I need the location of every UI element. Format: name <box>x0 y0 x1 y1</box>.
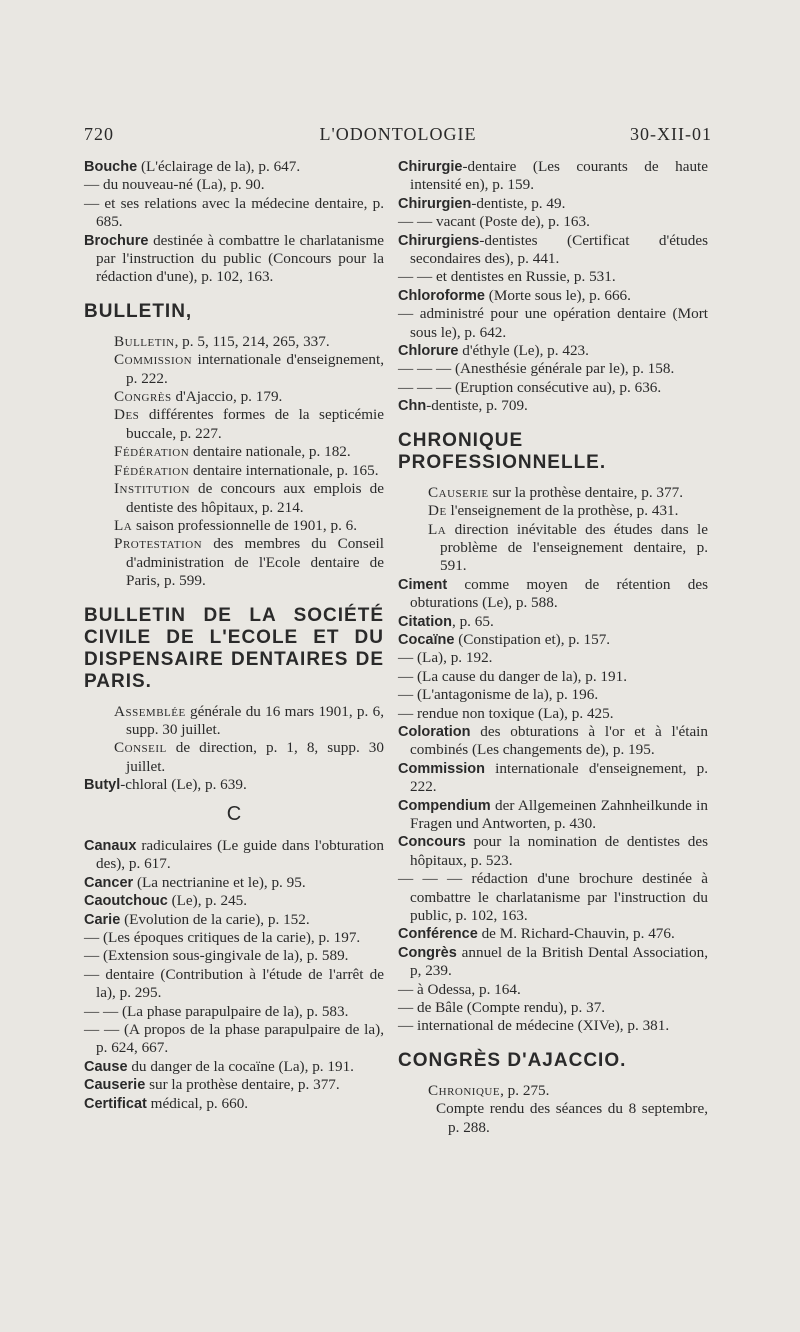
entry-text: (Morte sous le), p. 666. <box>485 286 631 304</box>
continuation-entry: — du nouveau-né (La), p. 90. <box>84 176 265 194</box>
sub-entry <box>94 517 384 535</box>
index-entry <box>398 232 708 269</box>
index-entry <box>84 1095 384 1113</box>
entry-keyword: Chirurgien <box>398 195 472 212</box>
entry-text: d'éthyle (Le), p. 423. <box>458 342 589 360</box>
entry-keyword: Conseil <box>114 739 167 757</box>
index-entry <box>84 232 384 287</box>
entry-keyword: Certificat <box>84 1095 147 1112</box>
continuation-entry: — (La cause du danger de la), p. 191. <box>398 667 627 685</box>
entry-keyword: Ciment <box>398 576 448 593</box>
sub-entry <box>408 521 708 576</box>
entry-keyword: Chloroforme <box>398 287 485 304</box>
index-entry <box>398 397 708 415</box>
sub-entry <box>408 502 708 520</box>
entry-text: internationale d'enseignement, p. 222. <box>126 351 384 387</box>
entry-text: (L'éclairage de la), p. 647. <box>137 158 301 175</box>
entry-keyword: Cause <box>84 1058 128 1075</box>
section-heading: CHRONIQUE PROFESSIONNELLE. <box>398 429 607 473</box>
continuation-entry: — et ses relations avec la médecine dentaire, p. 685. <box>84 194 384 231</box>
entry-keyword: Chirurgiens <box>398 232 480 249</box>
continuation-entry: — — vacant (Poste de), p. 163. <box>398 213 590 231</box>
entry-keyword: Brochure <box>84 232 149 249</box>
section-heading: BULLETIN DE LA SOCIÉTÉ CIVILE DE L'ECOLE ET DU DISPENSAIRE DENTAIRES DE PARIS. <box>84 604 384 692</box>
index-entry <box>84 874 384 892</box>
entry-text: comme moyen de rétention des obturations (Le), p. 588. <box>410 575 708 612</box>
index-entry <box>84 776 384 794</box>
entry-text: -dentaire (Les courants de haute intensité en), p. 159. <box>410 158 708 194</box>
issue-date: 30-XII-01 <box>630 124 712 144</box>
entry-text: annuel de la British Dental Association, p, 239. <box>410 943 708 980</box>
entry-text: d'Ajaccio, p. 179. <box>171 388 283 406</box>
entry-keyword: Chn <box>398 398 427 415</box>
sub-entry <box>94 351 384 388</box>
entry-text: destinée à combattre le charlatanisme par l'instruction du public (Concours pour la rédaction d'une), p. 102, 163. <box>96 231 384 286</box>
entry-text: sur la prothèse dentaire, p. 377. <box>145 1076 340 1094</box>
index-entry <box>398 576 708 613</box>
sub-entry <box>408 484 708 502</box>
left-column <box>84 158 384 1113</box>
entry-keyword: Carie <box>84 911 121 928</box>
entry-keyword: Assemblée <box>114 702 186 720</box>
entry-keyword: Canaux <box>84 837 137 854</box>
entry-keyword: Commission <box>114 351 193 369</box>
entry-text: (Le), p. 245. <box>167 892 248 910</box>
entry-text: (La nectrianine et le), p. 95. <box>133 873 306 891</box>
sub-entry <box>94 703 384 740</box>
entry-keyword: Chronique <box>428 1081 501 1099</box>
entry-text: -chloral (Le), p. 639. <box>120 776 247 794</box>
entry-keyword: Bouche <box>84 159 138 175</box>
entry-keyword: Chlorure <box>398 343 459 360</box>
continuation-entry: — — (A propos de la phase parapulpaire de la), p. 624, 667. <box>84 1021 384 1057</box>
continuation-entry: — — — (Eruption consécutive au), p. 636. <box>398 378 662 396</box>
entry-text: , p. 5, 115, 214, 265, 337. <box>174 332 330 350</box>
section-heading: BULLETIN, <box>84 300 193 322</box>
entry-text: der Allgemeinen Zahnheilkunde in Fragen und Antworten, p. 430. <box>410 796 708 832</box>
continuation-entry: — dentaire (Contribution à l'étude de l'arrêt de la), p. 295. <box>84 965 384 1002</box>
index-entry <box>398 287 708 305</box>
index-entry <box>398 613 708 631</box>
entry-text: -dentiste, p. 709. <box>426 397 528 415</box>
entry-keyword: Congrès <box>398 944 457 961</box>
entry-keyword: Cancer <box>84 874 134 891</box>
entry-keyword: Protestation <box>114 535 203 553</box>
index-entry <box>84 837 384 874</box>
continuation-entry: — rendue non toxique (La), p. 425. <box>398 704 614 722</box>
page-header <box>84 124 712 150</box>
entry-keyword: Citation <box>398 613 452 630</box>
sub-entry <box>94 462 384 480</box>
entry-text: , p. 275. <box>500 1081 550 1099</box>
entry-keyword: Fédération <box>114 461 190 479</box>
continuation-entry: — (L'antagonisme de la), p. 196. <box>398 686 599 704</box>
entry-keyword: La <box>428 520 447 538</box>
letter-heading: C <box>226 802 242 825</box>
continuation-entry: — (Les époques critiques de la carie), p. 197. <box>84 929 361 946</box>
index-entry <box>398 925 708 943</box>
entry-text: radiculaires (Le guide dans l'obturation des), p. 617. <box>96 836 384 873</box>
entry-keyword: Cocaïne <box>398 631 455 648</box>
page-number: 720 <box>84 124 114 144</box>
entry-keyword: Compendium <box>398 797 491 814</box>
entry-keyword: De <box>428 502 447 520</box>
entry-keyword: Coloration <box>398 723 471 740</box>
entry-text: internationale d'enseignement, p. 222. <box>410 759 708 796</box>
index-entry <box>84 1076 384 1094</box>
entry-keyword: Butyl <box>84 777 121 794</box>
sub-entry <box>94 535 384 590</box>
entry-text: pour la nomination de dentistes des hôpitaux, p. 523. <box>410 833 708 869</box>
index-entry <box>398 944 708 981</box>
entry-text: (Evolution de la carie), p. 152. <box>120 910 310 928</box>
continuation-entry: — (Extension sous-gingivale de la), p. 589. <box>84 947 349 965</box>
entry-text: de direction, p. 1, 8, supp. 30 juillet. <box>126 739 384 775</box>
entry-text: médical, p. 660. <box>146 1094 249 1112</box>
sub-entry <box>94 443 384 461</box>
right-column <box>398 158 708 1137</box>
continuation-entry: — — — rédaction d'une brochure destinée à combattre le charlatanisme par l'instruction du public, p. 102, 163. <box>398 870 708 925</box>
entry-keyword: Fédération <box>114 443 190 461</box>
entry-text: sur la prothèse dentaire, p. 377. <box>488 483 684 501</box>
index-entry <box>84 911 384 929</box>
sub-entry <box>94 333 384 351</box>
index-entry <box>84 158 384 176</box>
entry-keyword: Bulletin <box>114 332 175 350</box>
sub-entry <box>94 480 384 517</box>
index-entry <box>398 158 708 195</box>
entry-text: dentaire internationale, p. 165. <box>189 461 379 479</box>
section-heading: CONGRÈS D'AJACCIO. <box>398 1049 627 1071</box>
entry-text: du danger de la cocaïne (La), p. 191. <box>127 1057 354 1075</box>
index-entry <box>398 760 708 797</box>
continuation-entry: — administré pour une opération dentaire (Mort sous le), p. 642. <box>398 305 708 341</box>
entry-text: de M. Richard-Chauvin, p. 476. <box>477 925 675 943</box>
entry-text: générale du 16 mars 1901, p. 6, supp. 30 juillet. <box>126 702 384 738</box>
entry-keyword: Causerie <box>84 1077 146 1094</box>
entry-text: (Constipation et), p. 157. <box>454 630 611 648</box>
index-entry <box>84 892 384 910</box>
index-entry <box>398 723 708 760</box>
entry-keyword: Concours <box>398 834 466 851</box>
continuation-entry: — de Bâle (Compte rendu), p. 37. <box>398 999 606 1017</box>
index-entry <box>398 342 708 360</box>
index-entry <box>398 195 708 213</box>
entry-text: direction inévitable des études dans le problème de l'enseignement dentaire, p. 591. <box>440 520 708 575</box>
sub-entry <box>94 388 384 406</box>
entry-text: des membres du Conseil d'administration de l'Ecole dentaire de Paris, p. 599. <box>126 535 384 590</box>
sub-entry <box>94 406 384 443</box>
entry-text: -dentistes (Certificat d'études secondaires des), p. 441. <box>410 231 708 268</box>
running-title: L'ODONTOLOGIE <box>319 124 477 144</box>
sub-entry <box>94 739 384 776</box>
entry-keyword: Chirurgie <box>398 159 463 175</box>
entry-keyword: Des <box>114 406 140 424</box>
entry-keyword: Congrès <box>114 388 172 406</box>
entry-text: des obturations à l'or et à l'étain combinés (Les changements de), p. 195. <box>410 722 708 759</box>
entry-keyword: Commission <box>398 760 486 777</box>
entry-text: l'enseignement de la prothèse, p. 431. <box>446 502 679 520</box>
entry-keyword: Causerie <box>428 483 489 501</box>
entry-text: , p. 65. <box>451 612 494 630</box>
continuation-entry: — — (La phase parapulpaire de la), p. 583. <box>84 1002 349 1020</box>
entry-text: de concours aux emplois de dentiste des hôpitaux, p. 214. <box>126 480 384 516</box>
entry-keyword: Institution <box>114 480 190 498</box>
continuation-entry: — (La), p. 192. <box>398 649 493 667</box>
entry-keyword: La <box>114 516 133 534</box>
sub-entry: Compte rendu des séances du 8 septembre, p. 288. <box>436 1100 708 1136</box>
continuation-entry: — — — (Anesthésie générale par le), p. 158. <box>398 360 675 378</box>
sub-entry <box>408 1082 708 1100</box>
entry-keyword: Caoutchouc <box>84 893 168 910</box>
index-entry <box>84 1058 384 1076</box>
continuation-entry: — à Odessa, p. 164. <box>398 980 521 998</box>
index-entry <box>398 797 708 834</box>
index-entry <box>398 631 708 649</box>
entry-text: saison professionnelle de 1901, p. 6. <box>132 516 358 534</box>
entry-keyword: Conférence <box>398 926 478 943</box>
continuation-entry: — — et dentistes en Russie, p. 531. <box>398 268 616 286</box>
index-entry <box>398 833 708 870</box>
continuation-entry: — international de médecine (XIVe), p. 381. <box>398 1017 670 1035</box>
entry-text: -dentiste, p. 49. <box>471 194 566 212</box>
entry-text: différentes formes de la septicémie buccale, p. 227. <box>126 406 384 442</box>
entry-text: dentaire nationale, p. 182. <box>189 443 351 461</box>
